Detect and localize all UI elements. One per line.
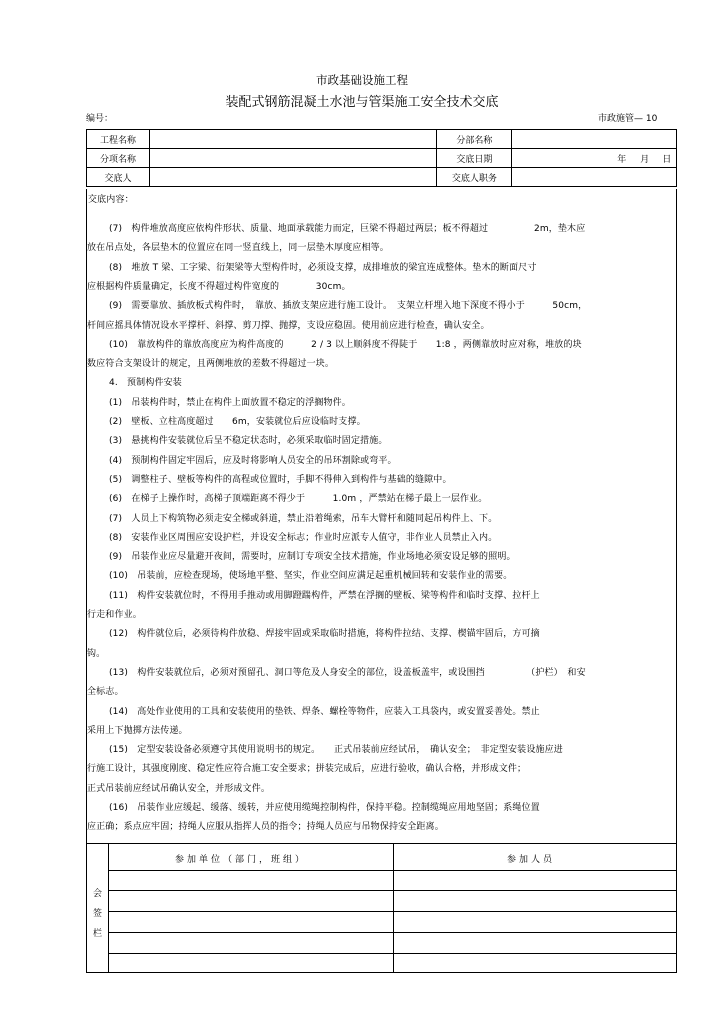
content-line: 应正确；系点应牢固；持绳人应服从指挥人员的指令；持绳人员应与吊物保持安全距离。: [87, 822, 444, 832]
content-line: (6) 在梯子上操作时，高梯子顶端距离不得少于 1.0m ，严禁站在梯子最上一层作业。: [109, 494, 488, 504]
content-line: (8) 安装作业区周围应安设护栏，并设安全标志；作业时应派专人值守，非作业人员禁止入内。: [109, 533, 498, 543]
project-name-label: 工程名称: [87, 130, 150, 149]
content-line: (13) 构件安装就位后，必须对预留孔、洞口等危及人身安全的部位，设盖板盖牢，或设围挡 （护栏） 和安: [109, 668, 586, 678]
content-line: 杆间应摇具体情况设水平撑杆、斜撑、剪刀撑、抛撑，支设应稳固。使用前应进行检查，确认安全。: [87, 321, 490, 331]
signoff-table: [86, 843, 677, 973]
content-line: 全标志。: [87, 687, 124, 697]
sub-part-label: 分部名称: [437, 130, 512, 149]
content-line: (16) 吊装作业应缓起、缓落、缓转，并应使用缆绳控制构件，保持平稳。控制缆绳应用地坚固；系绳位置: [109, 803, 540, 813]
signoff-side-char: 会: [92, 889, 102, 899]
content-label: 交底内容：: [88, 195, 134, 205]
date-label: 交底日期: [437, 149, 512, 168]
date-value[interactable]: [512, 149, 677, 168]
content-line: (9) 吊装作业应尽量避开夜间，需要时，应制订专项安全技术措施，作业场地必须安设足够的照明。: [109, 552, 516, 562]
content-line: (7) 人员上下构筑物必须走安全梯或斜道，禁止沿着绳索，吊车大臂杆和随同起吊构件上、下。: [109, 514, 498, 524]
content-line: (8) 堆放 T 梁、工字梁、衍架梁等大型构件时，必须设支撑，成排堆放的梁宜连成整体。垫木的断面尺寸: [109, 263, 537, 273]
content-line: 应根据构件质量确定，长度不得超过构件宽度的 30cm。: [87, 282, 351, 292]
item-name-label: 分项名称: [87, 149, 150, 168]
content-line: (2) 壁板、立柱高度超过 6m，安装就位后应设临时支撑。: [109, 417, 366, 427]
table-row: [87, 130, 677, 149]
number-label: 编号：: [86, 114, 114, 124]
discloser-position-value[interactable]: [512, 168, 677, 187]
content-line: 4. 预制构件安装: [109, 378, 182, 388]
content-line: 数应符合支架设计的规定，且两侧堆放的差数不得超过一块。: [87, 359, 335, 369]
disclosure-content-box: [86, 189, 677, 844]
info-table: [86, 129, 677, 187]
discloser-label: 交底人: [87, 168, 150, 187]
content-line: (10) 吊装前，应检查现场，使场地平整、坚实，作业空间应满足起重机械回转和安装作业的需要。: [109, 571, 513, 581]
content-line: (5) 调整柱子、壁板等构件的高程或位置时，手脚不得伸入到构件与基础的缝隙中。: [109, 475, 452, 485]
content-line: (4) 预制构件固定牢固后，应及时将影响人员安全的吊环割除或弯平。: [109, 456, 397, 466]
doc-code: 市政施管— 10: [598, 114, 658, 124]
date-year: 年: [617, 155, 627, 165]
unit-header: 参加单位（部门，班组）: [175, 855, 308, 865]
content-line: (14) 高处作业使用的工具和安装使用的垫铁、焊条、螺栓等物件，应装入工具袋内，或安置妥善处。禁止: [109, 707, 540, 717]
item-name-value[interactable]: [149, 149, 436, 168]
content-line: (15) 定型安装设备必须遵守其使用说明书的规定。 正式吊装前应经试吊， 确认安全； 非定型安装设施应进: [109, 745, 563, 755]
date-day: 日: [662, 155, 672, 165]
signoff-side-char: 签: [92, 909, 102, 919]
discloser-position-label: 交底人职务: [437, 168, 512, 187]
content-line: (7) 构件堆放高度应依构件形状、质量、地面承载能力而定，巨梁不得超过两层；板不得超过 2m，垫木应: [109, 224, 586, 234]
sub-part-value[interactable]: [512, 130, 677, 149]
content-line: 正式吊装前应经试吊确认安全，并形成文件。: [87, 784, 271, 794]
date-month: 月: [640, 155, 650, 165]
page-title: 装配式钢筋混凝土水池与管渠施工安全技术交底: [225, 95, 499, 110]
content-line: 行施工设计，其强度刚度、稳定性应符合施工安全要求；拼装完成后，应进行验收，确认合格，并形成文件；: [87, 764, 527, 774]
discloser-value[interactable]: [149, 168, 436, 187]
signoff-side-char: 栏: [92, 929, 102, 939]
content-line: (10) 靠放构件的靠放高度应为构件高度的 2 / 3 以上顺斜度不得陡于 1:8 ，两侧靠放时应对称，堆放的块: [109, 340, 582, 350]
content-line: (1) 吊装构件时，禁止在构件上面放置不稳定的浮搁物件。: [109, 398, 351, 408]
content-line: 行走和作业。: [87, 610, 142, 620]
content-line: (9) 需要靠放、插放板式构件时， 靠放、插放支架应进行施工设计。 支架立杆埋入地下深度不得小于 50cm，: [109, 301, 588, 311]
table-row: [87, 168, 677, 187]
content-line: (3) 悬挑构件安装就位后呈不稳定状态时，必须采取临时固定措施。: [109, 436, 388, 446]
content-line: (11) 构件安装就位时，不得用手推动或用脚蹬踹构件，严禁在浮搁的壁板、梁等构件和临时支撑、拉杆上: [109, 591, 540, 601]
content-line: 采用上下抛掷方法传递。: [87, 726, 188, 736]
content-line: 放在吊点处，各层垫木的位置应在同一竖直线上，同一层垫木厚度应相等。: [87, 243, 389, 253]
content-line: 钩。: [87, 649, 106, 659]
project-name-value[interactable]: [149, 130, 436, 149]
content-line: (12) 构件就位后，必须待构件放稳、焊接牢固或采取临时措施，将构件拉结、支撑、楔锚牢固后，方可摘: [109, 629, 540, 639]
person-header: 参加人员: [507, 855, 556, 865]
table-row: [87, 149, 677, 168]
page-supertitle: 市政基础设施工程: [316, 73, 408, 87]
